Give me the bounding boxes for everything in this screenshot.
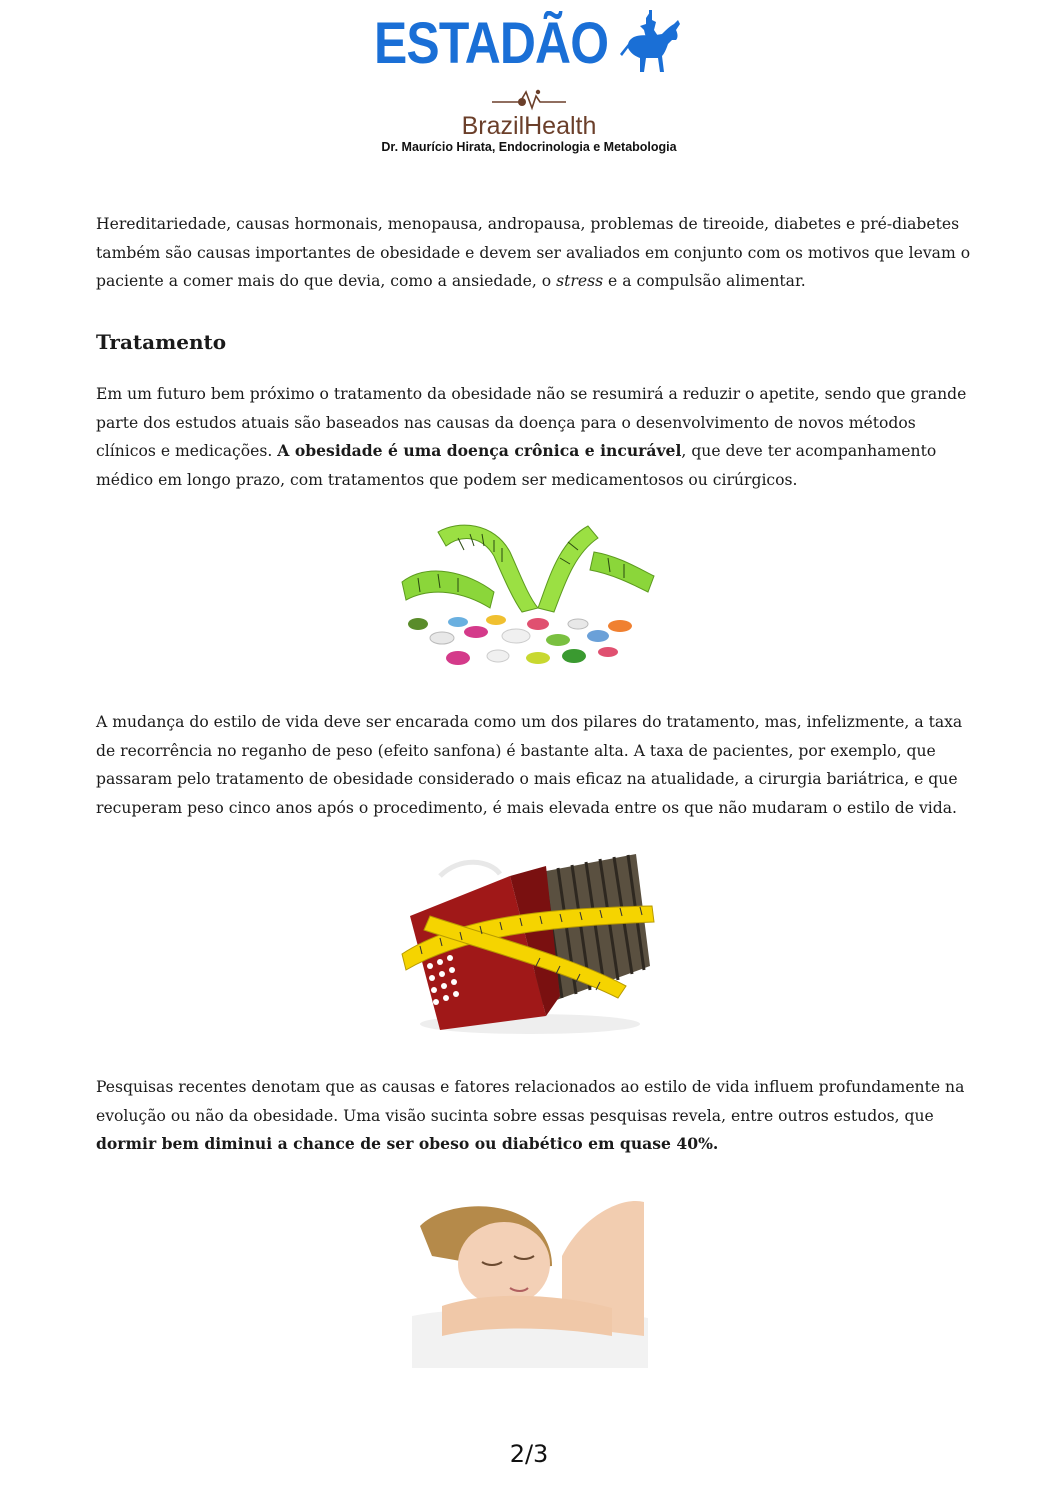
accordion-tape-image [400, 846, 658, 1036]
page-number: 2/3 [509, 1440, 549, 1468]
paragraph-causes [96, 210, 976, 296]
pills [408, 615, 632, 665]
paragraph-treatment [96, 380, 976, 494]
green-tape-measure [402, 525, 654, 612]
brand-light: Health [524, 112, 597, 140]
brand-bold: Brazil [461, 112, 525, 140]
section-heading-tratamento: Tratamento [96, 330, 227, 354]
masthead [0, 8, 1058, 78]
sleeping-woman-image [412, 1196, 648, 1368]
para1-text: Hereditariedade, causas hormonais, menopausa, andropausa, problemas de tireoide, diabetes e pré-diabetes também são causas importantes de obesidade e devem ser avaliados em conjunto com os motivos que levam o paciente a comer mais do que devia, como a ansiedade, o [96, 215, 971, 291]
para1-text-end: e a compulsão alimentar. [603, 272, 806, 291]
horse-rider-icon [616, 10, 686, 78]
tape-measure-pills-image [398, 512, 662, 676]
para2-bold: A obesidade é uma doença crônica e incurável [277, 441, 682, 461]
brazilhealth-brand [0, 112, 1058, 140]
para4-text: Pesquisas recentes denotam que as causas e fatores relacionados ao estilo de vida influem profundamente na evolução ou não da obesidade. Uma visão sucinta sobre essas pesquisas revela, entre outros estudos, que [96, 1078, 965, 1125]
paragraph-research [96, 1073, 976, 1159]
para1-italic: stress [556, 272, 604, 291]
paragraph-lifestyle: A mudança do estilo de vida deve ser encarada como um dos pilares do tratamento, mas, infelizmente, a taxa de recorrência no reganho de peso (efeito sanfona) é bastante alta. A taxa de pacientes, por exemplo, que passaram pelo tratamento de obesidade considerado o mais eficaz na atualidade, a cirurgia bariátrica, e que recuperam peso cinco anos após o procedimento, é mais elevada entre os que não mudaram o estilo de vida. [96, 713, 963, 817]
para4-bold: dormir bem diminui a chance de ser obeso ou diabético em quase 40%. [96, 1134, 719, 1154]
para2-text-end: , que deve ter acompanhamento médico em longo prazo, com tratamentos que podem ser medicamentosos ou cirúrgicos. [96, 442, 937, 489]
estadao-logo-text: ESTADÃO [374, 11, 609, 76]
para2-text: Em um futuro bem próximo o tratamento da obesidade não se resumirá a reduzir o apetite, sendo que grande parte dos estudos atuais são baseados nas causas da doença para o desenvolvimento de novos métodos clínicos e medicações. [96, 385, 967, 461]
brazilhealth-heartbeat-icon [490, 86, 568, 112]
doctor-subtitle: Dr. Maurício Hirata, Endocrinologia e Metabologia [381, 140, 677, 154]
